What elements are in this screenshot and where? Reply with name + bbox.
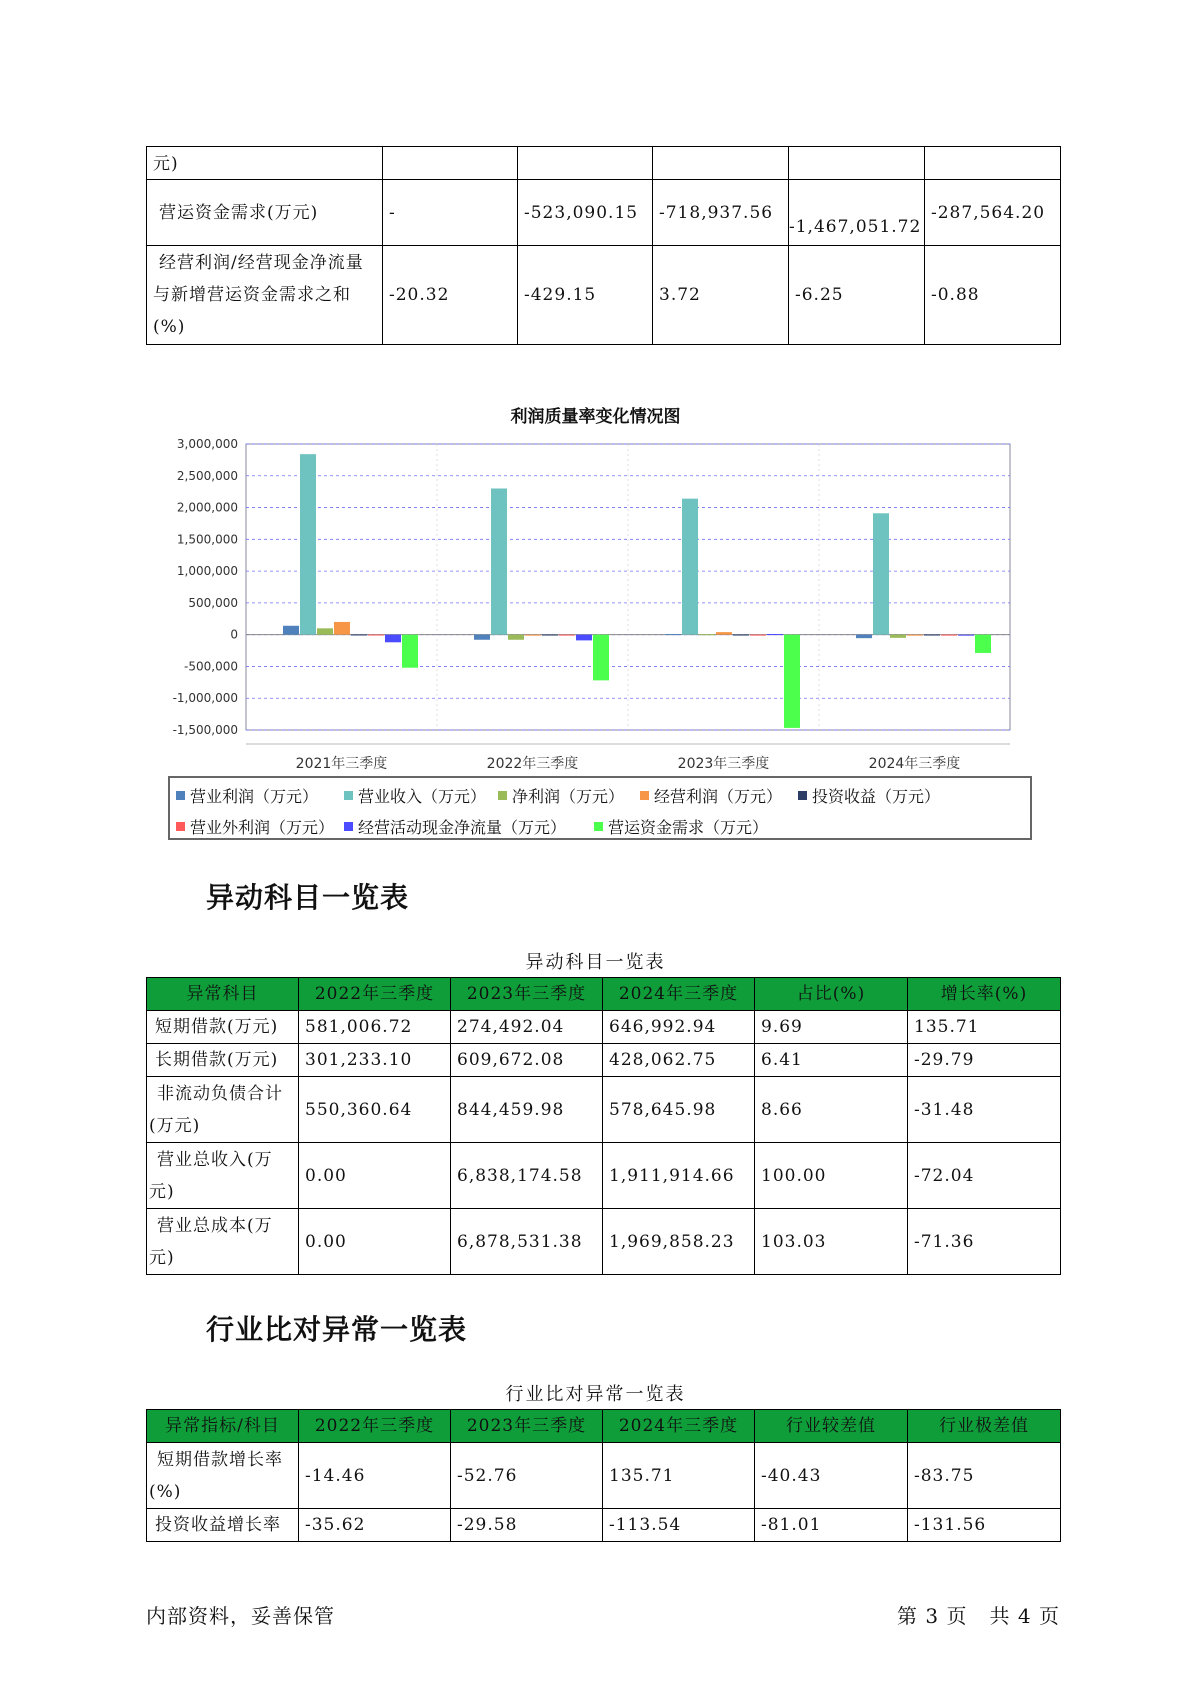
- legend-label: 营运资金需求（万元）: [608, 818, 769, 837]
- legend-item: [176, 815, 334, 838]
- column-header: 增长率(%): [908, 978, 1061, 1011]
- table-cell: 581,006.72: [299, 1011, 451, 1044]
- table-row: [147, 1443, 1061, 1509]
- table-cell: 0.00: [299, 1143, 451, 1209]
- y-tick-label: -1,000,000: [172, 691, 238, 706]
- bar: [593, 635, 609, 681]
- legend-label: 经营活动现金净流量（万元）: [358, 818, 567, 837]
- table-cell: -72.04: [908, 1143, 1061, 1209]
- abnormal-accounts-table: [146, 977, 1061, 1275]
- legend-swatch: [498, 791, 507, 800]
- legend-label: 净利润（万元）: [512, 787, 625, 806]
- table-cell: [653, 147, 789, 180]
- table-cell: -6.25: [789, 246, 925, 345]
- bar: [474, 635, 490, 640]
- table-cell: [789, 147, 925, 180]
- table-cell: 0.00: [299, 1209, 451, 1275]
- bar: [733, 635, 749, 636]
- table-cell: 1,911,914.66: [603, 1143, 755, 1209]
- profit-quality-table: [146, 146, 1061, 345]
- legend-swatch: [640, 791, 649, 800]
- table-cell: 6,838,174.58: [451, 1143, 603, 1209]
- row-label: 营运资金需求(万元): [147, 180, 383, 246]
- bar: [873, 513, 889, 634]
- table-cell: 609,672.08: [451, 1044, 603, 1077]
- table-cell: -523,090.15: [518, 180, 653, 246]
- table-cell: -29.79: [908, 1044, 1061, 1077]
- column-header: 异常科目: [147, 978, 299, 1011]
- table-row: [147, 1044, 1061, 1077]
- legend-swatch: [798, 791, 807, 800]
- bar: [402, 635, 418, 668]
- table-cell: -: [383, 180, 518, 246]
- bar: [941, 635, 957, 636]
- column-header: 2023年三季度: [451, 1410, 603, 1443]
- table-cell: 9.69: [755, 1011, 908, 1044]
- bar: [525, 635, 541, 636]
- column-header: 2024年三季度: [603, 1410, 755, 1443]
- bar: [334, 622, 350, 635]
- column-header: 行业极差值: [908, 1410, 1061, 1443]
- y-tick-label: 500,000: [188, 595, 238, 610]
- row-label: 非流动负债合计(万元): [147, 1077, 299, 1143]
- table-cell: -429.15: [518, 246, 653, 345]
- row-label: 短期借款增长率(%): [147, 1443, 299, 1509]
- legend-label: 营业利润（万元）: [190, 787, 319, 806]
- bar: [784, 635, 800, 728]
- table-cell: 8.66: [755, 1077, 908, 1143]
- footer-confidential: 内部资料，妥善保管: [146, 1604, 335, 1628]
- bar: [682, 499, 698, 635]
- table-row: [147, 1143, 1061, 1209]
- table-cell: 135.71: [603, 1443, 755, 1509]
- table-cell: [383, 147, 518, 180]
- bar: [283, 626, 299, 635]
- legend-item: [594, 815, 768, 838]
- row-label: 长期借款(万元): [147, 1044, 299, 1077]
- bar: [856, 635, 872, 638]
- legend-swatch: [344, 822, 353, 831]
- bar: [767, 634, 783, 635]
- legend-label: 营业收入（万元）: [358, 787, 487, 806]
- table-row: [147, 1011, 1061, 1044]
- section-title-industry-comparison: 行业比对异常一览表: [206, 1313, 468, 1346]
- legend-label: 营业外利润（万元）: [190, 818, 335, 837]
- section-title-abnormal-accounts: 异动科目一览表: [206, 881, 410, 914]
- legend-item: [344, 784, 486, 807]
- row-label: 经营利润/经营现金净流量与新增营运资金需求之和(%): [147, 246, 383, 345]
- bar: [508, 635, 524, 640]
- table-row: [147, 246, 1061, 345]
- table-header-row: [147, 978, 1061, 1011]
- x-tick-label: 2021年三季度: [295, 756, 388, 772]
- row-label: 短期借款(万元): [147, 1011, 299, 1044]
- bar: [716, 632, 732, 635]
- footer-page-number: 第 3 页 共 4 页: [897, 1604, 1060, 1628]
- row-label: 元): [147, 147, 383, 180]
- table-cell: -81.01: [755, 1509, 908, 1542]
- row-label: 营业总收入(万元): [147, 1143, 299, 1209]
- table-cell: 274,492.04: [451, 1011, 603, 1044]
- table-cell: 646,992.94: [603, 1011, 755, 1044]
- bar: [300, 454, 316, 634]
- table-cell: [925, 147, 1061, 180]
- bar: [958, 635, 974, 636]
- bar: [351, 634, 367, 635]
- y-tick-label: 1,000,000: [176, 564, 238, 579]
- table-row: [147, 1077, 1061, 1143]
- column-header: 2024年三季度: [603, 978, 755, 1011]
- table-row: [147, 147, 1061, 180]
- bar: [975, 635, 991, 653]
- table-cell: -52.76: [451, 1443, 603, 1509]
- legend-swatch: [176, 791, 185, 800]
- table-cell: -29.58: [451, 1509, 603, 1542]
- y-tick-label: -1,500,000: [172, 723, 238, 737]
- table-cell: -287,564.20: [925, 180, 1061, 246]
- column-header: 2022年三季度: [299, 978, 451, 1011]
- bar: [491, 488, 507, 634]
- table-cell: 844,459.98: [451, 1077, 603, 1143]
- column-header: 行业较差值: [755, 1410, 908, 1443]
- industry-comparison-table: [146, 1409, 1061, 1542]
- y-tick-label: 1,500,000: [176, 532, 238, 547]
- plot-area: [246, 444, 1010, 730]
- legend-item: [640, 784, 782, 807]
- chart-title: 利润质量率变化情况图: [510, 407, 681, 427]
- row-label: 投资收益增长率: [147, 1509, 299, 1542]
- bar: [890, 635, 906, 638]
- table-cell: -40.43: [755, 1443, 908, 1509]
- legend-swatch: [344, 791, 353, 800]
- column-header: 异常指标/科目: [147, 1410, 299, 1443]
- table-cell: 135.71: [908, 1011, 1061, 1044]
- legend-label: 经营利润（万元）: [654, 787, 783, 806]
- legend-item: [798, 784, 940, 807]
- table-cell: 1,969,858.23: [603, 1209, 755, 1275]
- bar: [368, 635, 384, 636]
- legend-swatch: [594, 822, 603, 831]
- table-cell: 103.03: [755, 1209, 908, 1275]
- table-row: [147, 1509, 1061, 1542]
- table-cell: -20.32: [383, 246, 518, 345]
- table-cell: 428,062.75: [603, 1044, 755, 1077]
- x-tick-label: 2023年三季度: [677, 756, 770, 772]
- table-cell: 6.41: [755, 1044, 908, 1077]
- row-label: 营业总成本(万元): [147, 1209, 299, 1275]
- table-cell: -1,467,051.72: [789, 180, 925, 246]
- table-caption: 行业比对异常一览表: [505, 1384, 686, 1405]
- table-cell: -113.54: [603, 1509, 755, 1542]
- table-cell: 550,360.64: [299, 1077, 451, 1143]
- bar: [699, 634, 715, 635]
- table-cell: -83.75: [908, 1443, 1061, 1509]
- y-tick-label: 2,500,000: [176, 468, 238, 483]
- table-cell: -71.36: [908, 1209, 1061, 1275]
- legend-item: [344, 815, 566, 838]
- y-tick-label: -500,000: [184, 659, 238, 674]
- table-cell: 301,233.10: [299, 1044, 451, 1077]
- table-cell: [518, 147, 653, 180]
- column-header: 2022年三季度: [299, 1410, 451, 1443]
- bar: [576, 635, 592, 641]
- table-row: [147, 1209, 1061, 1275]
- table-cell: -718,937.56: [653, 180, 789, 246]
- legend-item: [176, 784, 318, 807]
- y-tick-label: 2,000,000: [176, 500, 238, 515]
- x-tick-label: 2022年三季度: [486, 756, 579, 772]
- table-row: [147, 180, 1061, 246]
- bar: [665, 634, 681, 635]
- table-cell: 578,645.98: [603, 1077, 755, 1143]
- x-tick-label: 2024年三季度: [868, 756, 961, 772]
- table-cell: 3.72: [653, 246, 789, 345]
- bar: [750, 635, 766, 636]
- chart-legend: [168, 776, 1032, 840]
- table-cell: 6,878,531.38: [451, 1209, 603, 1275]
- bar: [317, 628, 333, 634]
- table-cell: 100.00: [755, 1143, 908, 1209]
- table-cell: -131.56: [908, 1509, 1061, 1542]
- y-tick-label: 0: [230, 627, 238, 642]
- table-caption: 异动科目一览表: [525, 952, 666, 973]
- bar: [385, 635, 401, 643]
- bar: [907, 635, 923, 636]
- column-header: 占比(%): [755, 978, 908, 1011]
- legend-item: [498, 784, 624, 807]
- bar: [542, 635, 558, 636]
- column-header: 2023年三季度: [451, 978, 603, 1011]
- bar: [559, 635, 575, 636]
- table-header-row: [147, 1410, 1061, 1443]
- legend-swatch: [176, 822, 185, 831]
- profit-quality-chart: [0, 430, 1191, 775]
- table-cell: -0.88: [925, 246, 1061, 345]
- table-cell: -35.62: [299, 1509, 451, 1542]
- y-tick-label: 3,000,000: [176, 437, 238, 451]
- bar: [924, 635, 940, 636]
- table-cell: -31.48: [908, 1077, 1061, 1143]
- legend-label: 投资收益（万元）: [812, 787, 941, 806]
- table-cell: -14.46: [299, 1443, 451, 1509]
